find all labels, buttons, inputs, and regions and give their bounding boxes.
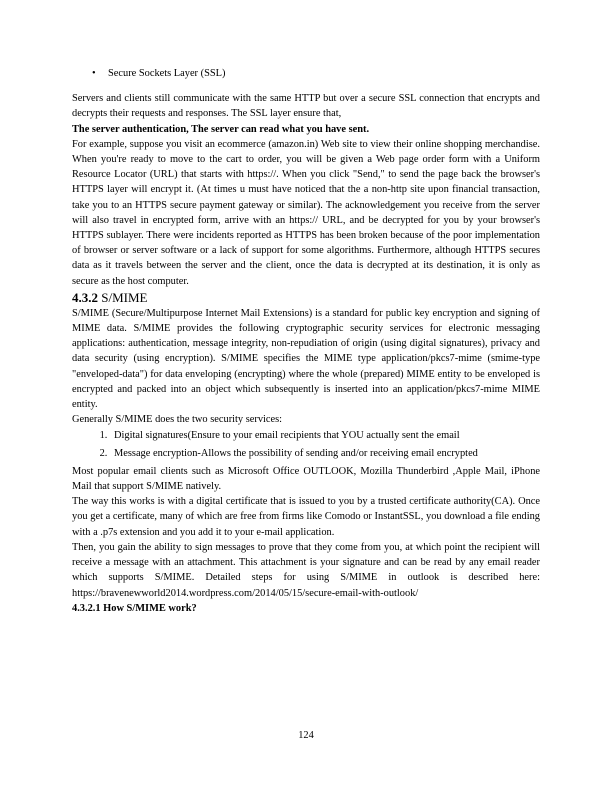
paragraph-certificate: The way this works is with a digital certificate that is issued to you by a trusted certificate authority(CA). Once you get a certificate, many of which are free from firms like Comodo or InstantSSL, you download a file ending with a .p7s extension and you add it to your e-mail application. [72, 496, 540, 538]
bullet-text: Secure Sockets Layer (SSL) [108, 68, 226, 79]
paragraph-smime-services: Generally S/MIME does the two security services: [72, 414, 283, 426]
paragraph-ssl-bold: The server authentication, The server can read what you have sent. [72, 123, 370, 135]
list-item: 1. Digital signatures(Ensure to your email recipients that YOU actually sent the email [110, 428, 540, 443]
page-number: 124 [298, 730, 314, 741]
numbered-list [72, 428, 540, 460]
section-heading-smime [72, 289, 540, 306]
paragraph-email-clients: Most popular email clients such as Microsoft Office OUTLOOK, Mozilla Thunderbird ,Apple Mail, iPhone Mail that support S/MIME natively. [72, 465, 540, 493]
paragraph-signing: Then, you gain the ability to sign messages to prove that they come from you, at which point the recipient will receive a message with an attachment. This attachment is your signature and can be read by any email reader which supports S/MIME. Detailed steps for using S/MIME in outlook is described here: https://bravenewworld2014.wordpress.com/2014/05/15/secure-email-with-outlook/ [72, 541, 540, 599]
list-item: 2. Message encryption-Allows the possibility of sending and/or receiving email encrypted [110, 446, 540, 461]
bullet-icon: • [92, 68, 96, 79]
subsection-heading: 4.3.2.1 How S/MIME work? [72, 602, 197, 614]
section-number: 4.3.2 [72, 289, 98, 305]
document-page [72, 66, 540, 616]
paragraph-https-example: For example, suppose you visit an ecommerce (amazon.in) Web site to view their online shopping merchandise. When you're ready to move to the cart to order, you will be given a Web page order form with a Uniform Resource Locator (URL) that starts with https://. When you click "Send," to send the page back the browser's HTTPS layer will encrypt it. (At times u must have noticed that the a non-http site upon financial transaction, take you to an HTTPS secure payment gateway or similar). The acknowledgement you receive from the server will also travel in encrypted form, arrive with an https:// URL, and be decrypted for you by your browser's HTTPS sublayer. There were incidents reported as HTTPS has been broken because of the poor implementation of browser or server software or a lack of support for some algorithms. Furthermore, although HTTPS secures data as it travels between the server and the client, once the data is decrypted at its destination, it is only as secure as the host computer. [72, 138, 540, 287]
paragraph-ssl-intro: Servers and clients still communicate with the same HTTP but over a secure SSL connection that encrypts and decrypts their requests and responses. The SSL layer ensure that, [72, 93, 540, 120]
bullet-list-item [92, 66, 540, 81]
section-title: S/MIME [101, 289, 148, 305]
paragraph-smime-definition: S/MIME (Secure/Multipurpose Internet Mail Extensions) is a standard for public key encryption and signing of MIME data. S/MIME provides the following cryptographic security services for electronic messaging applications: authentication, message integrity, non-repudiation of origin (using digital signatures), privacy and data security (using encryption). S/MIME specifies the MIME type application/pkcs7-mime (smime-type "enveloped-data") for data enveloping (encrypting) where the whole (prepared) MIME entity to be enveloped is encrypted and packed into an object which subsequently is inserted into an application/pkcs7-mime MIME entity. [72, 307, 540, 411]
